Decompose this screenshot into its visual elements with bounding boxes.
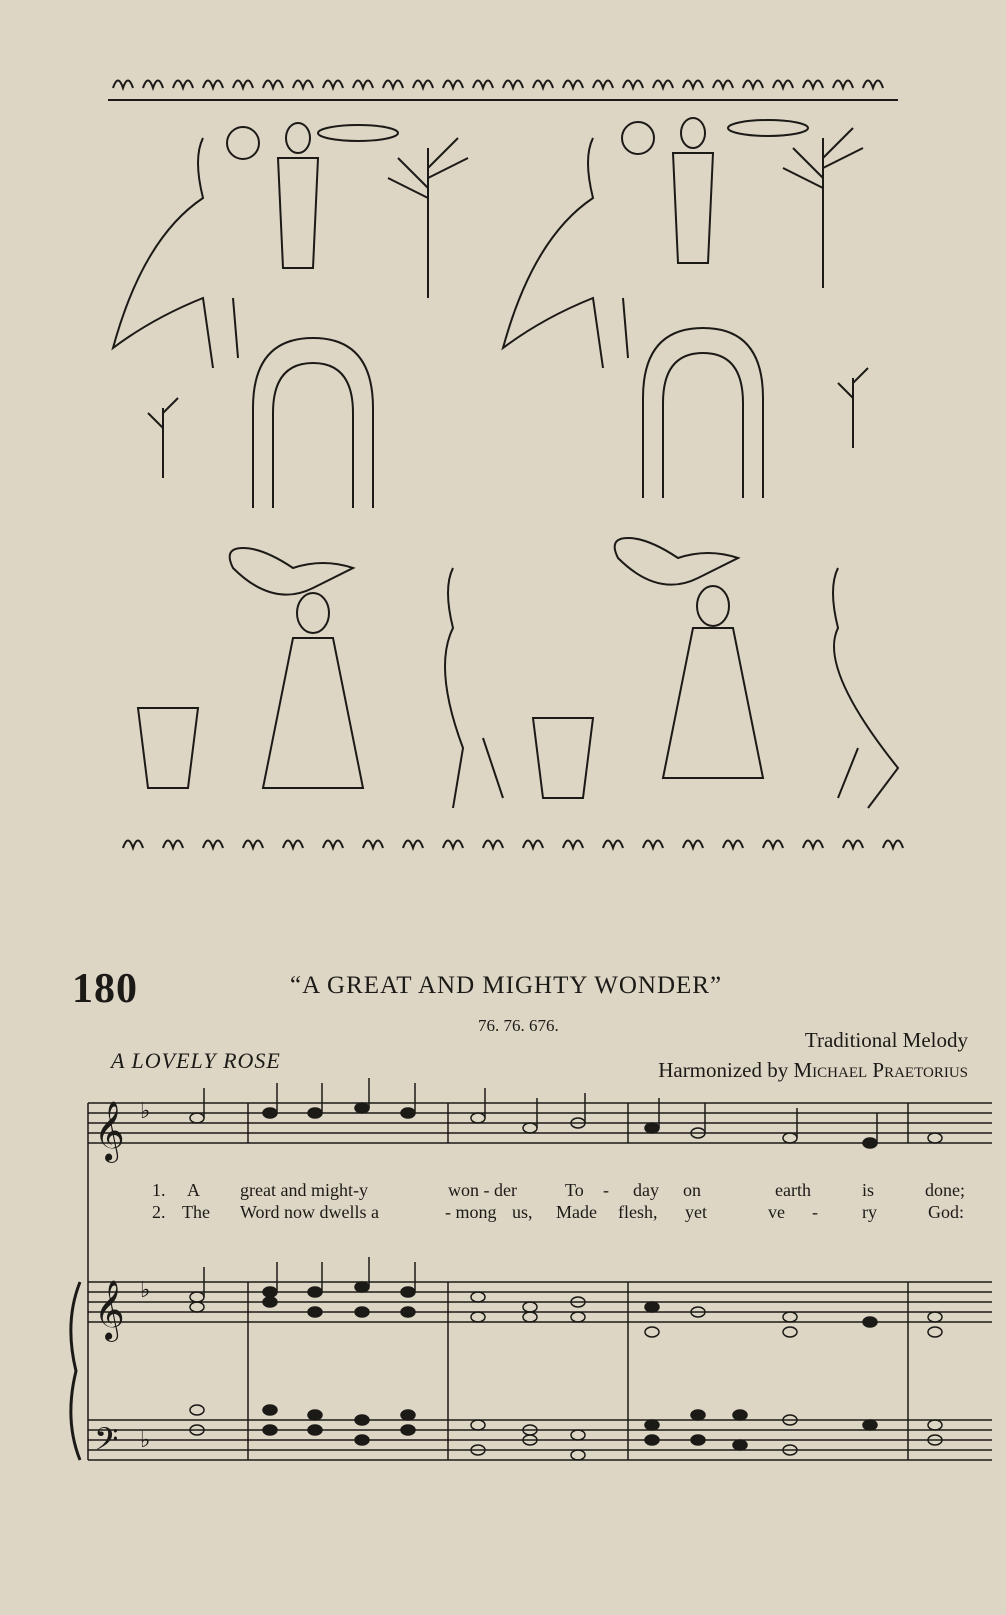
lyric-syllable: - bbox=[603, 1180, 609, 1200]
svg-text:𝄢: 𝄢 bbox=[94, 1421, 119, 1465]
lyric-syllable: flesh, bbox=[618, 1202, 658, 1222]
lyric-syllable: God: bbox=[928, 1202, 964, 1222]
svg-text:♭: ♭ bbox=[140, 1428, 151, 1453]
lyric-syllable: earth bbox=[775, 1180, 811, 1200]
lyric-syllable: The bbox=[182, 1202, 210, 1222]
svg-text:♭: ♭ bbox=[140, 1278, 151, 1303]
lyric-syllable: A bbox=[187, 1180, 200, 1200]
hymn-number: 180 bbox=[72, 966, 138, 1012]
lyric-syllable: won - der bbox=[448, 1180, 517, 1200]
lyric-syllable: us, bbox=[512, 1202, 533, 1222]
lyric-syllable: great and might-y bbox=[240, 1180, 368, 1200]
lyric-syllable: ve bbox=[768, 1202, 785, 1222]
svg-text:♭: ♭ bbox=[140, 1099, 151, 1124]
lyric-syllable: done; bbox=[925, 1180, 965, 1200]
lyric-syllable: is bbox=[862, 1180, 875, 1200]
tune-name: A LOVELY ROSE bbox=[111, 1048, 281, 1073]
lyric-syllable: yet bbox=[685, 1202, 707, 1222]
melody-source: Traditional Melody bbox=[804, 1028, 968, 1052]
meter: 76. 76. 676. bbox=[478, 1016, 559, 1035]
lyric-syllable: - bbox=[812, 1202, 818, 1222]
lyric-syllable: - mong bbox=[445, 1202, 497, 1222]
lyric-syllable: ry bbox=[862, 1202, 877, 1222]
hymn-title: “A GREAT AND MIGHTY WONDER” bbox=[290, 972, 723, 999]
lyric-syllable: day bbox=[633, 1180, 659, 1200]
lyric-syllable: on bbox=[683, 1180, 701, 1200]
harmonized-prefix: Harmonized by bbox=[658, 1058, 794, 1082]
verse-number: 2. bbox=[152, 1202, 166, 1222]
harmonizer-name: Michael Praetorius bbox=[793, 1058, 968, 1082]
lyric-syllable: Word now dwells a bbox=[240, 1202, 380, 1222]
svg-text:𝄞: 𝄞 bbox=[94, 1280, 125, 1340]
lyric-syllable: To bbox=[565, 1180, 584, 1200]
verse-number: 1. bbox=[152, 1180, 166, 1200]
lyric-syllable: Made bbox=[556, 1202, 597, 1222]
svg-text:𝄞: 𝄞 bbox=[94, 1101, 125, 1161]
